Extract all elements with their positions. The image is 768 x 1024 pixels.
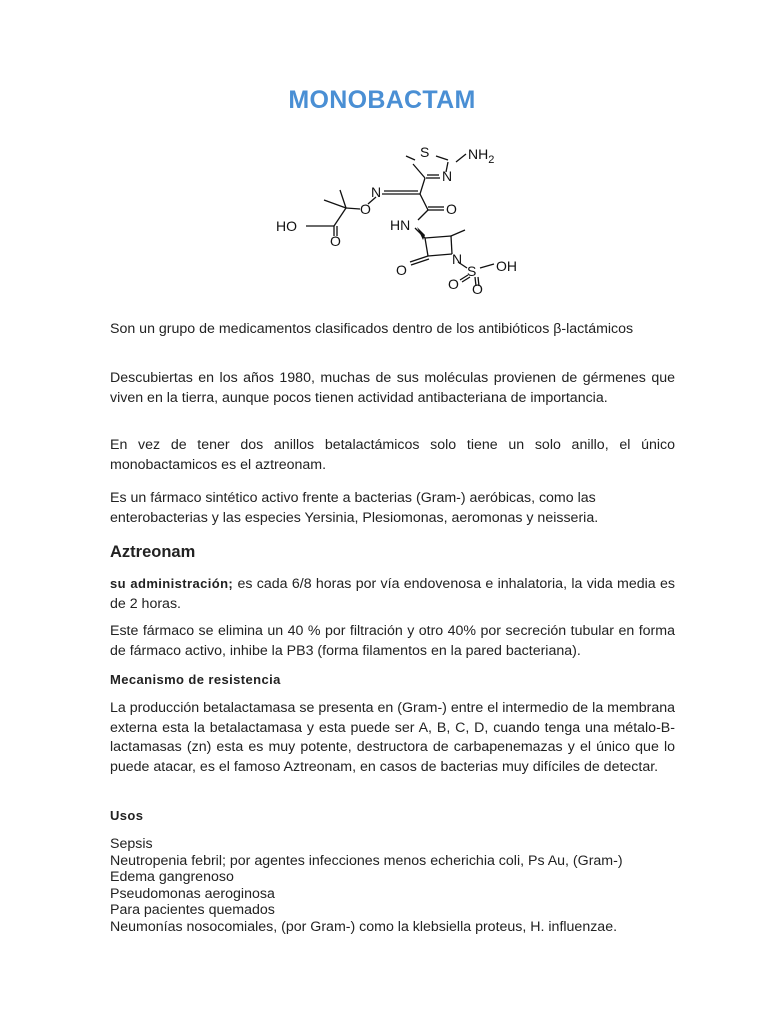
oxime-oxygen: O (360, 201, 371, 217)
discovery-paragraph: Descubiertas en los años 1980, muchas de sus moléculas provienen de gérmenes que viven en la tierra, aunque pocos tienen actividad antibacteriana de importancia. (110, 370, 675, 406)
acid-carbonyl-oxygen: O (330, 233, 341, 249)
list-item: Neutropenia febril; por agentes infecciones menos echerichia coli, Ps Au, (Gram-) (110, 852, 623, 869)
sulfonate-oxygen-1: O (448, 276, 459, 292)
amide-nh-label: HN (390, 217, 411, 233)
thiazole-nitrogen: N (442, 168, 453, 184)
sulfonate-oxygen-2: O (472, 281, 483, 297)
amide-carbonyl-oxygen: O (446, 201, 457, 217)
hydroxyl-label: HO (276, 218, 297, 234)
aztreonam-chemical-structure (262, 134, 562, 304)
intro-paragraph: Son un grupo de medicamentos clasificados dentro de los antibióticos β-lactámicos (110, 321, 634, 337)
aztreonam-heading: Aztreonam (110, 543, 196, 561)
list-item: Para pacientes quemados (110, 902, 275, 918)
list-item: Neumonías nosocomiales, (por Gram-) como la klebsiella proteus, H. influenzae. (110, 918, 618, 935)
list-item: Sepsis (110, 836, 153, 852)
ring-paragraph: En vez de tener dos anillos betalactámicos solo tiene un solo anillo, el único monobactamicos es el aztreonam. (110, 437, 675, 473)
structure-diagram (262, 134, 562, 304)
oxime-nitrogen: N (371, 184, 382, 200)
sulfonate-sulfur: S (467, 263, 477, 279)
sulfur-atom: S (420, 144, 430, 160)
uses-list (110, 836, 690, 935)
document-title: MONOBACTAM (288, 86, 476, 114)
list-item: Edema gangrenoso (110, 869, 234, 885)
synthetic-drug-paragraph: Es un fármaco sintético activo frente a bacterias (Gram-) aeróbicas, como las enterobacterias y las especies Yersinia, Plesiomonas, aeromonas y neisseria. (110, 490, 599, 526)
resistance-heading: Mecanismo de resistencia (110, 672, 281, 687)
administration-paragraph (110, 574, 675, 614)
lactam-carbonyl-oxygen: O (396, 262, 407, 278)
resistance-paragraph: La producción betalactamasa se presenta en (Gram-) entre el intermedio de la membrana externa esta la betalactamasa y esta puede ser A, B, C, D, cuando tenga una métalo-B-lactamasas (zn) esta es muy potente, destructora de carbapenemazas y el único que lo puede atacar, es el famoso Aztreonam, en casos de bacterias muy difíciles de detectar. (110, 700, 675, 775)
amino-group-label: $NH_2$ (468, 146, 495, 166)
list-item: Pseudomonas aeroginosa (110, 885, 275, 902)
uses-heading: Usos (110, 808, 144, 823)
lactam-nitrogen: N (452, 251, 463, 267)
elimination-paragraph: Este fármaco se elimina un 40 % por filtración y otro 40% por secreción tubular en forma de fármaco activo, inhibe la PB3 (forma filamentos en la pared bacteriana). (110, 623, 675, 659)
administration-label: su administración; (110, 576, 234, 591)
sulfonate-hydroxyl: OH (496, 258, 517, 274)
administration-text: es cada 6/8 horas por vía endovenosa e inhalatoria, la vida media es de 2 horas. (110, 576, 675, 612)
